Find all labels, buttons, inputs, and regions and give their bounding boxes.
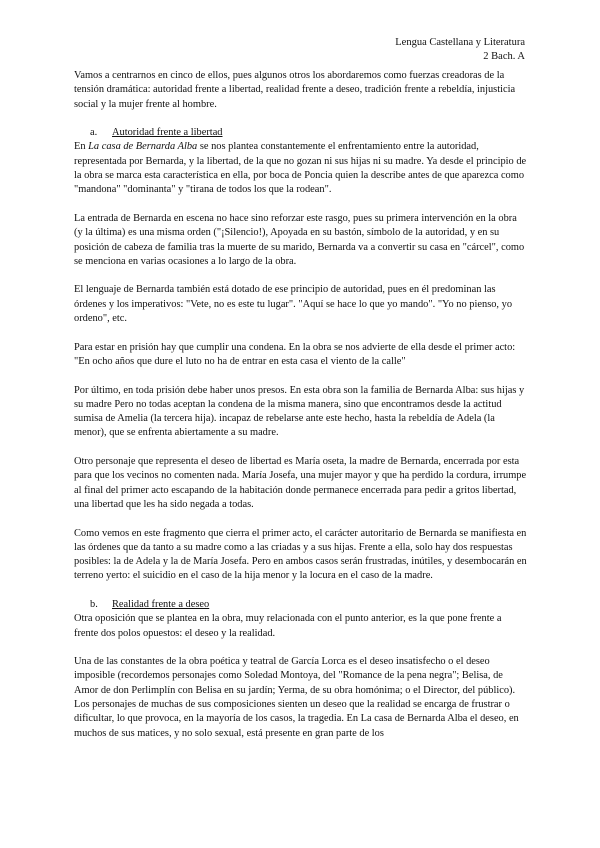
header-subject: Lengua Castellana y Literatura xyxy=(395,37,525,48)
section-a-paragraph-6: Otro personaje que representa el deseo de libertad es María oseta, la madre de Bernarda, encerrada por esta para que los vecinos no comenten nada. María Josefa, una mujer mayor y que ha perdido la cordura, irrumpe al final del primer acto escapando de la habitación donde permanece encerrada para pedir a gritos libertad, una libertad que les ha sido negada a todas. xyxy=(74,456,527,510)
section-a-number: a. xyxy=(90,127,98,139)
page-header xyxy=(395,36,525,64)
text-run: En xyxy=(74,141,89,153)
section-a-paragraph-1 xyxy=(74,140,528,197)
section-b-title: Realidad frente a deseo xyxy=(112,598,210,610)
work-title: La casa de Bernarda Alba xyxy=(88,141,198,153)
section-b-paragraph-2: Una de las constantes de la obra poética y teatral de García Lorca es el deseo insatisfecho o el deseo imposible (recordemos personajes como Soledad Montoya, del "Romance de la pena negra"; Belisa, de Amor de don Perlimplín con Belisa en su jardín; Yerma, de su obra homónima; o el Director, del público). Los personajes de muchas de sus composiciones sienten un deseo que la realidad se encarga de frustrar o dificultar, lo que provoca, en la mayoría de los casos, la tragedia. En La casa de Bernarda Alba el deseo, en muchos de sus matices, y no solo sexual, está presente en gran parte de los xyxy=(74,656,519,739)
section-a-title: Autoridad frente a libertad xyxy=(112,127,223,139)
section-a-heading xyxy=(74,126,528,140)
section-a-paragraph-2: La entrada de Bernarda en escena no hace sino reforzar este rasgo, pues su primera intervención en la obra (y la última) es una misma orden ("¡Silencio!), Apoyada en su bastón, símbolo de la autoridad, y en su posición de cabeza de familia tras la muerte de su marido, Bernarda va a convertir su casa en "cárcel", como se menciona en varias ocasiones a lo largo de la obra. xyxy=(74,212,525,267)
section-a-paragraph-7: Como vemos en este fragmento que cierra el primer acto, el carácter autoritario de Bernarda se manifiesta en las órdenes que da tanto a su madre como a las criadas y a sus hijas. Frente a ella, solo hay dos respuestas posibles: la de Adela y la de María Josefa. Pero en ambos casos serán frustradas, inútiles, y desembocarán en terreno yerto: el suicidio en el caso de la hija menor y la locura en el caso de la madre. xyxy=(74,527,527,582)
section-a-paragraph-3: El lenguaje de Bernarda también está dotado de ese principio de autoridad, pues en él predominan las órdenes y los imperativos: "Vete, no es este tu lugar". "Aquí se hace lo que yo mando". "Yo no pienso, yo ordeno", etc. xyxy=(74,284,513,325)
intro-paragraph: Vamos a centrarnos en cinco de ellos, pues algunos otros los abordaremos como fuerzas creadoras de la tensión dramática: autoridad frente a libertad, realidad frente a deseo, tradición frente a rebeldía, injusticia social y la mujer frente al hombre. xyxy=(74,70,516,110)
section-b-paragraph-1: Otra oposición que se plantea en la obra, muy relacionada con el punto anterior, es la que pone frente a frente dos polos opuestos: el deseo y la realidad. xyxy=(74,613,502,639)
text-run: se nos plantea constantemente el enfrentamiento entre la autoridad, representada por Bernarda, y la libertad, de la que no gozan ni sus hijas ni su madre. Ya desde el principio de la obra se marca esta característica en ella, por boca de Poncia quien la describe antes de que aparezca como "mandona" "dominanta" y "tirana de todos los que la rodean". xyxy=(74,141,527,196)
section-a-paragraph-5: Por último, en toda prisión debe haber unos presos. En esta obra son la familia de Bernarda Alba: sus hijas y su madre Pero no todas aceptan la condena de la misma manera, sino que encontramos desde la actitud sumisa de Amelia (la tercera hija). incapaz de rebelarse ante este hecho, hasta la rebeldía de Adela (la menor), que se enfrenta abiertamente a su madre. xyxy=(74,384,525,439)
document-body xyxy=(74,69,528,755)
section-a-paragraph-4: Para estar en prisión hay que cumplir una condena. En la obra se nos advierte de ella desde el primer acto: "En ocho años que dure el luto no ha de entrar en esta casa el viento de la calle" xyxy=(74,341,516,367)
section-b-heading xyxy=(74,598,528,612)
section-b-number: b. xyxy=(90,598,98,610)
header-course: 2 Bach. A xyxy=(483,51,525,62)
